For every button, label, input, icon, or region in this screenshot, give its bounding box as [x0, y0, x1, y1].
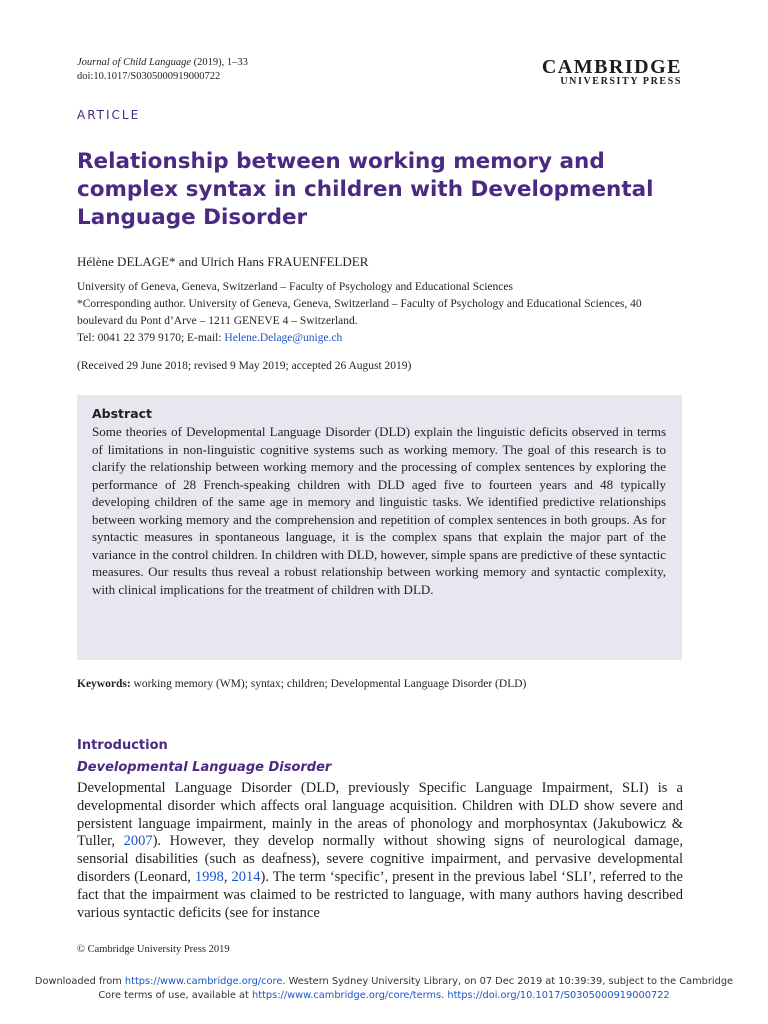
- abstract-text: Some theories of Developmental Language Disorder (DLD) explain the linguistic deficits observed in terms of limitations in non-linguistic cognitive systems such as working memory. The goal of this research is to clarify the relationship between working memory and the processing of complex sentences by exploring the performance of 28 French-speaking children with DLD aged five to fourteen years and 48 typically developing children of the same age in memory and linguistic tasks. We identified predictive relationships between working memory and the comprehension and repetition of complex sentences in both groups. As for syntactic measures in spontaneous language, it is the complex spans that explain the major part of the variance in the control children. In children with DLD, however, simple spans are predictive of these syntactic measures. Our results thus reveal a robust relationship between working memory and syntactic complexity, with clinical implications for the treatment of children with DLD.: [92, 424, 666, 597]
- article-title: Relationship between working memory and complex syntax in children with Developmental Language Disorder: [77, 149, 654, 230]
- abstract-heading: Abstract: [92, 406, 153, 421]
- keywords-label: Keywords:: [77, 678, 131, 690]
- publisher-logo-line1: CAMBRIDGE: [541, 56, 682, 78]
- citation-separator: ,: [223, 868, 232, 885]
- journal-name: Journal of Child Language: [77, 57, 192, 68]
- footer-text: Core terms of use, available at: [98, 989, 253, 1001]
- subsection-heading: Developmental Language Disorder: [77, 760, 332, 775]
- footer-link-terms[interactable]: https://www.cambridge.org/core/terms: [252, 989, 442, 1001]
- paragraph-text: Developmental Language Disorder (DLD, previously Specific Language Impairment, SLI) is a developmental disorder which affects oral language acquisition. Children with DLD show severe and persistent language impairment, mainly in the areas of phonology and morphosyntax (Jakubowicz & Tuller,: [77, 780, 683, 850]
- download-footer: [0, 975, 768, 1002]
- journal-volume: (2019), 1–33: [191, 57, 248, 68]
- email-link[interactable]: Helene.Delage@unige.ch: [224, 332, 343, 344]
- journal-citation: [77, 56, 248, 84]
- affiliations: [77, 279, 677, 347]
- affiliation-line: University of Geneva, Geneva, Switzerland – Faculty of Psychology and Educational Sciences: [77, 281, 513, 293]
- doi: doi:10.1017/S0305000919000722: [77, 71, 221, 82]
- keywords-list: working memory (WM); syntax; children; Developmental Language Disorder (DLD): [130, 678, 527, 690]
- footer-line1: [0, 975, 768, 989]
- footer-line2: [0, 989, 768, 1003]
- contact-line: [77, 330, 677, 347]
- article-type-label: ARTICLE: [77, 108, 141, 122]
- citation-link[interactable]: 1998: [194, 868, 224, 885]
- phone-text: Tel: 0041 22 379 9170; E-mail:: [77, 332, 225, 344]
- copyright-notice: © Cambridge University Press 2019: [77, 944, 230, 955]
- citation-link[interactable]: 2014: [231, 868, 261, 885]
- footer-text: Downloaded from: [34, 976, 125, 987]
- received-dates: (Received 29 June 2018; revised 9 May 2019; accepted 26 August 2019): [77, 360, 412, 372]
- footer-text: . Western Sydney University Library, on 07 Dec 2019 at 10:39:39, subject to the Cambridge: [282, 976, 734, 987]
- footer-link-core[interactable]: https://www.cambridge.org/core: [124, 976, 283, 987]
- footer-text: .: [441, 989, 448, 1001]
- introduction-paragraph: [77, 780, 683, 922]
- corresponding-author: *Corresponding author. University of Geneva, Geneva, Switzerland – Faculty of Psychology and Educational Sciences, 40 boulevard du Pont d’Arve – 1211 GENEVE 4 – Switzerland.: [77, 298, 642, 327]
- paragraph-text: ). However, they develop normally without showing signs of neurological damage, sensorial disabilities (such as deafness), severe cognitive impairment, and pervasive developmental disorders (Leonard,: [77, 833, 683, 885]
- footer-link-doi[interactable]: https://doi.org/10.1017/S0305000919000722: [447, 989, 670, 1001]
- section-heading-introduction: Introduction: [77, 738, 168, 753]
- citation-link[interactable]: 2007: [123, 833, 153, 850]
- author-list: Hélène DELAGE* and Ulrich Hans FRAUENFELDER: [77, 254, 369, 269]
- publisher-logo-line2: UNIVERSITY PRESS: [560, 76, 682, 87]
- keywords: [77, 678, 687, 690]
- publisher-logo: [542, 58, 682, 88]
- paragraph-text: ). The term ‘specific’, present in the previous label ‘SLI’, referred to the fact that the impairment was claimed to be restricted to language, with many authors having described various syntactic deficits (see for instance: [77, 868, 683, 921]
